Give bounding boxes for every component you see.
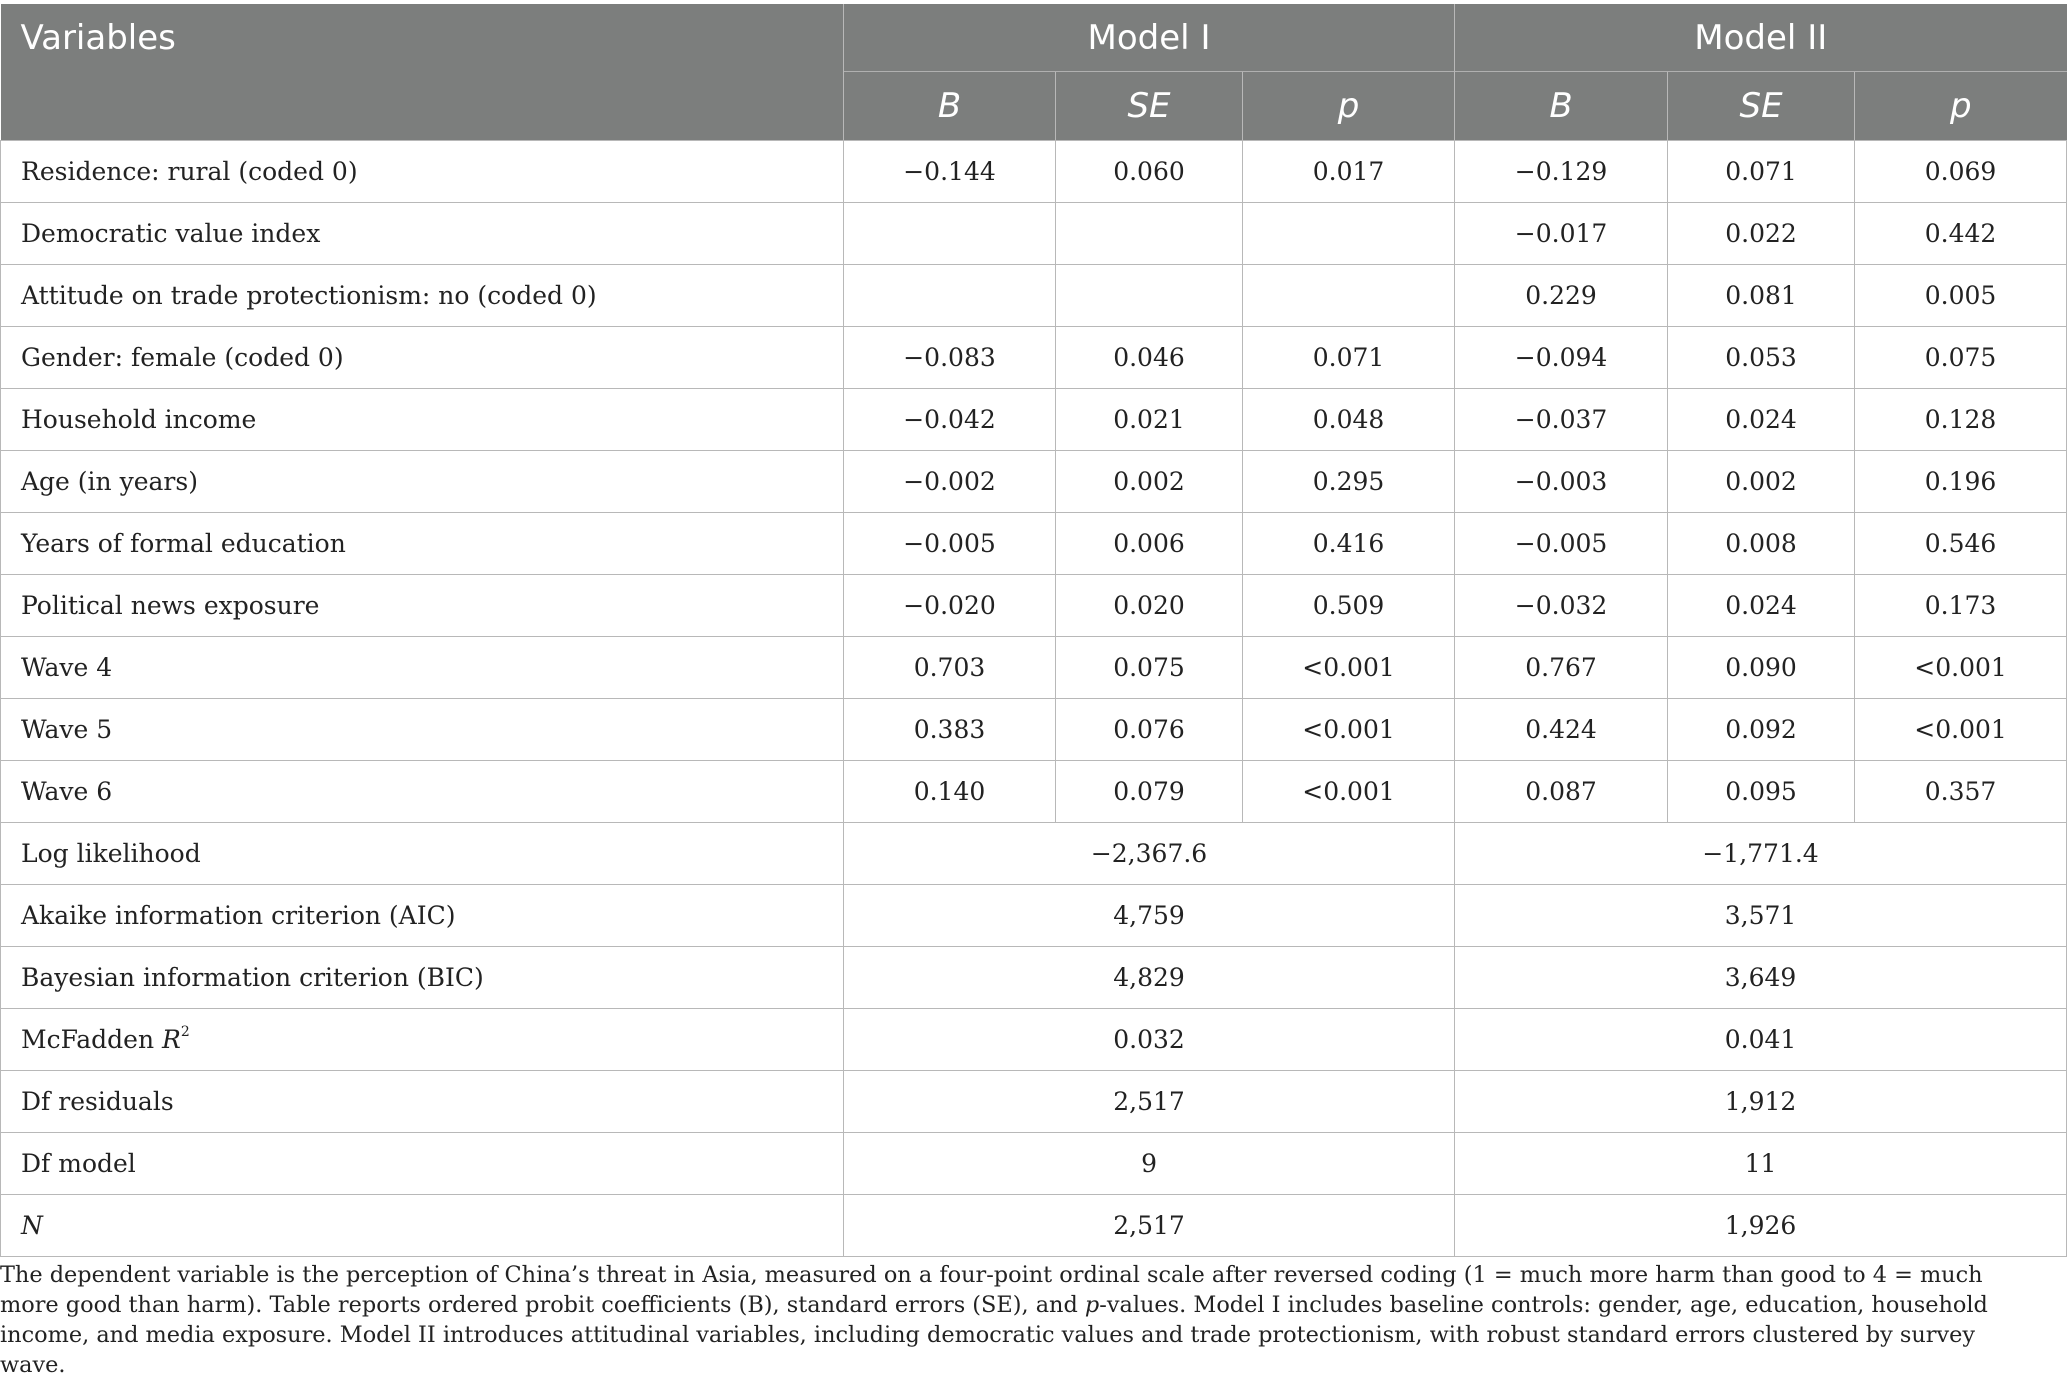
table-row (1, 141, 2067, 203)
table-cell: 0.090 (1668, 637, 1855, 699)
table-cell: −0.083 (844, 327, 1056, 389)
table-cell: 0.095 (1668, 761, 1855, 823)
table-cell: 0.295 (1243, 451, 1455, 513)
table-row (1, 265, 2067, 327)
row-label: Wave 4 (1, 637, 844, 699)
footnote-p-italic: p (1084, 1292, 1100, 1318)
row-label: Age (in years) (1, 451, 844, 513)
model-1-stat: −2,367.6 (844, 823, 1455, 885)
row-label: Log likelihood (1, 823, 844, 885)
table-cell: 0.021 (1056, 389, 1243, 451)
table-cell: 0.071 (1668, 141, 1855, 203)
table-cell: 0.008 (1668, 513, 1855, 575)
model-2-stat: −1,771.4 (1455, 823, 2067, 885)
table-cell: −0.020 (844, 575, 1056, 637)
row-label: Wave 6 (1, 761, 844, 823)
table-cell: 0.024 (1668, 575, 1855, 637)
row-label (1, 1195, 844, 1257)
table-cell: 0.357 (1855, 761, 2067, 823)
model-2-stat: 0.041 (1455, 1009, 2067, 1071)
table-cell: 0.022 (1668, 203, 1855, 265)
row-label: Wave 5 (1, 699, 844, 761)
table-cell: 0.509 (1243, 575, 1455, 637)
table-cell: 0.087 (1455, 761, 1668, 823)
col-header-p: p (1855, 72, 2067, 141)
model-2-stat: 1,926 (1455, 1195, 2067, 1257)
table-cell: −0.002 (844, 451, 1056, 513)
row-label: Residence: rural (coded 0) (1, 141, 844, 203)
stats-row (1, 885, 2067, 947)
table-cell: 0.075 (1056, 637, 1243, 699)
row-label: Years of formal education (1, 513, 844, 575)
table-cell: −0.042 (844, 389, 1056, 451)
row-label: Bayesian information criterion (BIC) (1, 947, 844, 1009)
table-cell: 0.046 (1056, 327, 1243, 389)
row-label: Household income (1, 389, 844, 451)
table-cell (1056, 203, 1243, 265)
table-cell: 0.020 (1056, 575, 1243, 637)
col-header-b: B (844, 72, 1056, 141)
table-row (1, 699, 2067, 761)
table-cell: 0.024 (1668, 389, 1855, 451)
table-cell: −0.003 (1455, 451, 1668, 513)
table-cell: 0.048 (1243, 389, 1455, 451)
table-cell: 0.081 (1668, 265, 1855, 327)
model-1-stat: 0.032 (844, 1009, 1455, 1071)
table-cell: 0.442 (1855, 203, 2067, 265)
table-cell: 0.173 (1855, 575, 2067, 637)
variables-header: Variables (1, 4, 844, 141)
col-header-se: SE (1056, 72, 1243, 141)
row-label-italic: R (162, 1025, 181, 1054)
table-cell: 0.017 (1243, 141, 1455, 203)
regression-table (0, 4, 2067, 1257)
table-body (1, 141, 2067, 1257)
table-row (1, 513, 2067, 575)
table-cell: 0.002 (1668, 451, 1855, 513)
table-cell: <0.001 (1855, 637, 2067, 699)
table-cell: −0.129 (1455, 141, 1668, 203)
table-row (1, 327, 2067, 389)
model-1-stat: 9 (844, 1133, 1455, 1195)
model-1-stat: 2,517 (844, 1195, 1455, 1257)
stats-row (1, 1071, 2067, 1133)
table-cell: 0.002 (1056, 451, 1243, 513)
table-row (1, 575, 2067, 637)
table-cell (844, 265, 1056, 327)
stats-row (1, 1195, 2067, 1257)
table-cell: −0.017 (1455, 203, 1668, 265)
table-row (1, 389, 2067, 451)
model-1-stat: 4,759 (844, 885, 1455, 947)
table-cell: −0.144 (844, 141, 1056, 203)
col-header-p: p (1243, 72, 1455, 141)
table-cell: 0.060 (1056, 141, 1243, 203)
table-cell: 0.383 (844, 699, 1056, 761)
model-2-stat: 3,649 (1455, 947, 2067, 1009)
model-2-header: Model II (1455, 4, 2067, 72)
stats-row (1, 823, 2067, 885)
row-label: Attitude on trade protectionism: no (coded 0) (1, 265, 844, 327)
model-2-stat: 3,571 (1455, 885, 2067, 947)
table-footnote (0, 1260, 2040, 1380)
row-label-text: McFadden (21, 1025, 163, 1054)
table-cell: 0.071 (1243, 327, 1455, 389)
table-cell: 0.767 (1455, 637, 1668, 699)
table-cell: <0.001 (1243, 637, 1455, 699)
table-cell: <0.001 (1855, 699, 2067, 761)
model-1-stat: 2,517 (844, 1071, 1455, 1133)
model-1-stat: 4,829 (844, 947, 1455, 1009)
col-header-se: SE (1668, 72, 1855, 141)
table-cell: 0.069 (1855, 141, 2067, 203)
table-cell: −0.032 (1455, 575, 1668, 637)
table-header (1, 4, 2067, 141)
table-cell: 0.006 (1056, 513, 1243, 575)
row-label: Df model (1, 1133, 844, 1195)
table-cell: 0.196 (1855, 451, 2067, 513)
table-cell: 0.005 (1855, 265, 2067, 327)
table-row (1, 203, 2067, 265)
row-label: Democratic value index (1, 203, 844, 265)
model-2-stat: 11 (1455, 1133, 2067, 1195)
table-cell (1056, 265, 1243, 327)
table-row (1, 451, 2067, 513)
table-cell: −0.037 (1455, 389, 1668, 451)
table-cell: <0.001 (1243, 699, 1455, 761)
table-cell: 0.076 (1056, 699, 1243, 761)
model-1-header: Model I (844, 4, 1455, 72)
table-cell: 0.546 (1855, 513, 2067, 575)
row-label-italic: N (21, 1211, 43, 1240)
table-cell: 0.140 (844, 761, 1056, 823)
stats-row (1, 947, 2067, 1009)
table-row (1, 637, 2067, 699)
table-row (1, 761, 2067, 823)
stats-row (1, 1009, 2067, 1071)
table-cell: 0.703 (844, 637, 1056, 699)
footnote-text-1: The dependent variable is the perception of China’s threat in Asia, measured on a four-point ordinal scale after reversed coding (1 = much more harm than good to 4 = much more good than harm). Table reports ordered probit coefficients (B), standard errors (SE), and (0, 1262, 1983, 1318)
table-cell (844, 203, 1056, 265)
table-cell: −0.005 (844, 513, 1056, 575)
stats-row (1, 1133, 2067, 1195)
table-cell (1243, 265, 1455, 327)
table-cell: 0.128 (1855, 389, 2067, 451)
table-cell: 0.079 (1056, 761, 1243, 823)
table-cell: 0.053 (1668, 327, 1855, 389)
row-label: Df residuals (1, 1071, 844, 1133)
row-label (1, 1009, 844, 1071)
table-cell: −0.005 (1455, 513, 1668, 575)
col-header-b: B (1455, 72, 1668, 141)
table-cell: 0.424 (1455, 699, 1668, 761)
table-cell (1243, 203, 1455, 265)
table-cell: 0.416 (1243, 513, 1455, 575)
table-cell: 0.075 (1855, 327, 2067, 389)
footnote-text-2: -values. Model I includes baseline controls: gender, age, education, household income, and media exposure. Model II introduces attitudinal variables, including democratic values and trade protectionism, with robust standard errors clustered by survey wave. (0, 1292, 1988, 1378)
row-label: Political news exposure (1, 575, 844, 637)
table-cell: 0.092 (1668, 699, 1855, 761)
row-label-superscript: 2 (180, 1024, 190, 1040)
table-cell: 0.229 (1455, 265, 1668, 327)
table-cell: <0.001 (1243, 761, 1455, 823)
model-2-stat: 1,912 (1455, 1071, 2067, 1133)
row-label: Gender: female (coded 0) (1, 327, 844, 389)
table-cell: −0.094 (1455, 327, 1668, 389)
row-label: Akaike information criterion (AIC) (1, 885, 844, 947)
